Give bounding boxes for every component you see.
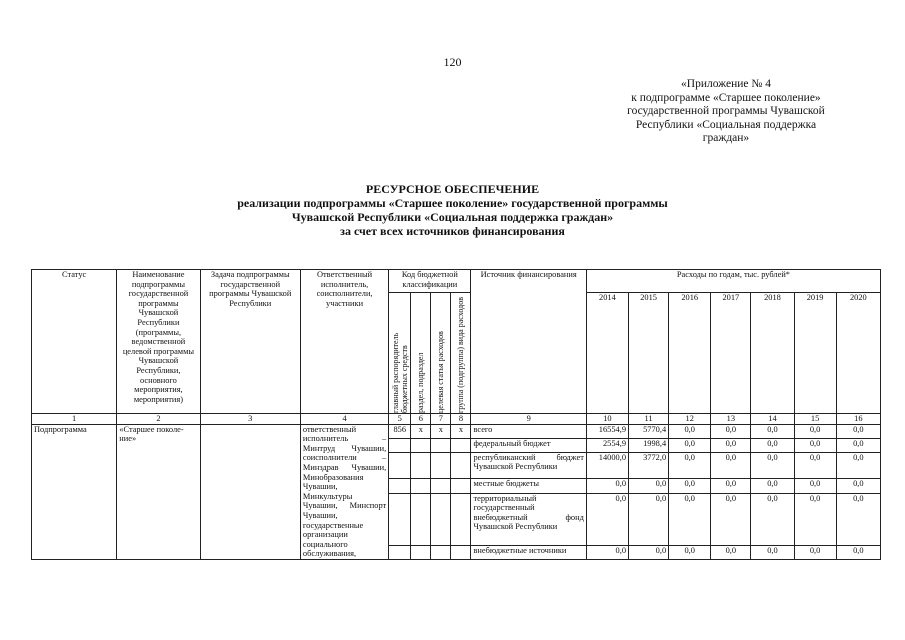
value-cell: 0,0	[794, 452, 836, 479]
column-number: 7	[431, 414, 451, 425]
code-empty	[389, 438, 411, 452]
code-empty	[411, 438, 431, 452]
column-number: 6	[411, 414, 431, 425]
page-number: 120	[443, 55, 462, 69]
value-cell: 0,0	[669, 438, 711, 452]
value-cell: 0,0	[836, 438, 880, 452]
header-source: Источник финансирования	[471, 270, 586, 414]
header-row	[32, 270, 881, 293]
column-number: 3	[200, 414, 300, 425]
header-year: 2014	[586, 293, 628, 414]
code-empty	[389, 545, 411, 559]
source-name: республиканский бюджет Чувашской Республики	[471, 452, 586, 479]
value-cell: 0,0	[751, 493, 794, 545]
value-cell: 0,0	[586, 479, 628, 493]
column-number: 4	[300, 414, 388, 425]
vertical-label: главный распорядитель бюджетных средств	[390, 332, 409, 413]
column-number: 15	[794, 414, 836, 425]
table-row	[32, 424, 881, 438]
code-empty	[431, 479, 451, 493]
value-cell: 0,0	[711, 545, 751, 559]
code-empty	[411, 545, 431, 559]
column-number: 13	[711, 414, 751, 425]
title-line: за счет всех источников финансирования	[340, 224, 565, 238]
column-number: 8	[451, 414, 471, 425]
appendix-line: к подпрограмме «Старшее поколение»	[631, 91, 821, 104]
value-cell: 0,0	[629, 545, 669, 559]
header-status: Статус	[32, 270, 117, 414]
value-cell: 0,0	[794, 424, 836, 438]
value-cell: 0,0	[711, 479, 751, 493]
code-grbs: 856	[389, 424, 411, 438]
source-name: федеральный бюджет	[471, 438, 586, 452]
value-cell: 0,0	[751, 479, 794, 493]
value-cell: 1998,4	[629, 438, 669, 452]
header-year: 2015	[629, 293, 669, 414]
value-cell: 0,0	[794, 438, 836, 452]
row-name: «Старшее поколе-ние»	[117, 424, 200, 559]
title-line: РЕСУРСНОЕ ОБЕСПЕЧЕНИЕ	[365, 182, 540, 196]
code-empty	[451, 545, 471, 559]
code-empty	[411, 479, 431, 493]
value-cell: 0,0	[586, 493, 628, 545]
source-name: внебюджетные источники	[471, 545, 586, 559]
code-empty	[389, 493, 411, 545]
vertical-label: раздел, подраздел	[416, 352, 426, 413]
row-responsible: ответственный исполнитель – Минтруд Чувашии, соисполнители – Минздрав Чувашии, Минобразования Чувашии, Минкультуры Чувашии, Минспорт Чувашии, государственные организации социального обслуживания,	[300, 424, 388, 559]
column-numbers-row	[32, 414, 881, 425]
value-cell: 0,0	[669, 479, 711, 493]
value-cell: 0,0	[794, 493, 836, 545]
value-cell: 0,0	[586, 545, 628, 559]
appendix-note	[585, 78, 867, 146]
header-year: 2016	[669, 293, 711, 414]
value-cell: 0,0	[751, 545, 794, 559]
value-cell: 0,0	[669, 452, 711, 479]
header-code-grbs	[389, 293, 411, 414]
header-year: 2017	[711, 293, 751, 414]
value-cell: 0,0	[836, 545, 880, 559]
row-status: Подпрограмма	[32, 424, 117, 559]
value-cell: 0,0	[751, 438, 794, 452]
resource-table	[31, 269, 881, 560]
header-expenses: Расходы по годам, тыс. рублей*	[586, 270, 880, 293]
value-cell: 0,0	[836, 479, 880, 493]
column-number: 9	[471, 414, 586, 425]
column-number: 12	[669, 414, 711, 425]
column-number: 14	[751, 414, 794, 425]
value-cell: 0,0	[711, 452, 751, 479]
title-line: Чувашской Республики «Социальная поддержка граждан»	[291, 210, 614, 224]
header-budget-code: Код бюджетной классификации	[389, 270, 471, 293]
header-task: Задача подпрограммы государственной программы Чувашской Республики	[200, 270, 300, 414]
value-cell: 2554,9	[586, 438, 628, 452]
code-empty	[431, 545, 451, 559]
header-name: Наименование подпрограммы государственной программы Чувашской Республики (программы, ведомственной целевой программы Чувашской Республики, основного мероприятия, мероприятия)	[117, 270, 200, 414]
code-empty	[451, 452, 471, 479]
code-empty	[451, 479, 471, 493]
code-empty	[389, 452, 411, 479]
column-number: 11	[629, 414, 669, 425]
column-number: 2	[117, 414, 200, 425]
appendix-line: граждан»	[702, 132, 750, 144]
value-cell: 0,0	[711, 493, 751, 545]
column-number: 10	[586, 414, 628, 425]
appendix-line: «Приложение № 4	[681, 78, 771, 90]
value-cell: 0,0	[794, 545, 836, 559]
header-year: 2018	[751, 293, 794, 414]
value-cell: 0,0	[836, 424, 880, 438]
appendix-line: Республики «Социальная поддержка	[635, 118, 817, 131]
code-empty	[389, 479, 411, 493]
code-group: x	[451, 424, 471, 438]
value-cell: 0,0	[629, 493, 669, 545]
value-cell: 16554,9	[586, 424, 628, 438]
value-cell: 0,0	[751, 424, 794, 438]
vertical-label: группа (подгруппа) вида расходов	[456, 296, 466, 413]
header-code-group	[451, 293, 471, 414]
value-cell: 0,0	[711, 424, 751, 438]
header-year: 2020	[836, 293, 880, 414]
code-empty	[431, 493, 451, 545]
value-cell: 0,0	[669, 424, 711, 438]
code-empty	[431, 438, 451, 452]
value-cell: 0,0	[629, 479, 669, 493]
value-cell: 0,0	[836, 452, 880, 479]
source-name: местные бюджеты	[471, 479, 586, 493]
header-year: 2019	[794, 293, 836, 414]
value-cell: 0,0	[794, 479, 836, 493]
code-empty	[411, 452, 431, 479]
code-empty	[451, 438, 471, 452]
column-number: 1	[32, 414, 117, 425]
value-cell: 3772,0	[629, 452, 669, 479]
header-code-section	[411, 293, 431, 414]
row-task	[200, 424, 300, 559]
vertical-label: целевая статья расходов	[436, 331, 446, 413]
source-name: всего	[471, 424, 586, 438]
code-empty	[431, 452, 451, 479]
document-title	[0, 182, 905, 238]
column-number: 16	[836, 414, 880, 425]
value-cell: 0,0	[751, 452, 794, 479]
code-section: x	[411, 424, 431, 438]
title-line: реализации подпрограммы «Старшее поколение» государственной программы	[237, 196, 668, 210]
column-number: 5	[389, 414, 411, 425]
value-cell: 0,0	[836, 493, 880, 545]
header-responsible: Ответственный исполнитель, соисполнители, участники	[300, 270, 388, 414]
value-cell: 0,0	[669, 493, 711, 545]
header-code-target	[431, 293, 451, 414]
appendix-line: государственной программы Чувашской	[627, 105, 825, 117]
code-empty	[451, 493, 471, 545]
source-name: территориальный государственный внебюджетный фонд Чувашской Республики	[471, 493, 586, 545]
code-target: x	[431, 424, 451, 438]
code-empty	[411, 493, 431, 545]
value-cell: 0,0	[711, 438, 751, 452]
value-cell: 5770,4	[629, 424, 669, 438]
value-cell: 14000,0	[586, 452, 628, 479]
value-cell: 0,0	[669, 545, 711, 559]
